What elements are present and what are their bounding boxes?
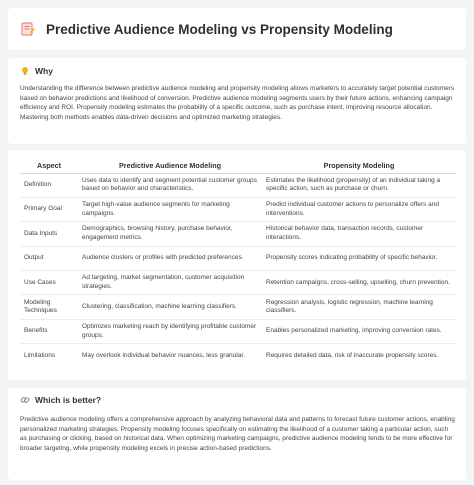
row-pm: Requires detailed data, risk of inaccurate propensity scores.: [266, 351, 439, 359]
page-title: Predictive Audience Modeling vs Propensity Modeling: [46, 21, 393, 37]
row-pam: Audience clusters or profiles with predicted preferences.: [78, 246, 262, 270]
table-row: [20, 246, 456, 270]
row-pm: Retention campaigns, cross-selling, upselling, churn prevention.: [262, 271, 456, 295]
link-icon: [20, 395, 30, 405]
which-is-better-section: [8, 388, 466, 480]
row-pam: Ad targeting, market segmentation, customer acquisition strategies.: [78, 271, 262, 295]
why-section: [8, 58, 466, 144]
row-pam: Target high-value audience segments for marketing campaigns.: [78, 197, 262, 221]
row-pm: Historical behavior data, transaction records, customer interactions.: [262, 222, 456, 246]
row-pam: Optimizes marketing reach by identifying profitable customer groups.: [78, 319, 262, 343]
row-aspect: Definition: [20, 173, 78, 197]
better-heading: Which is better?: [35, 395, 102, 405]
row-aspect: Modeling Techniques: [20, 295, 78, 319]
row-pm: Propensity scores indicating probability of specific behavior.: [262, 246, 456, 270]
page-header: [8, 8, 466, 50]
table-row: [20, 197, 456, 221]
row-pam: Demographics, browsing history, purchase behavior, engagement metrics.: [78, 222, 262, 246]
row-aspect: Benefits: [20, 319, 78, 343]
why-text: Understanding the difference between predictive audience modeling and propensity modeling allows marketers to accurately target potential customers based on behavior predictions and likelihood of conversion. Predictive audience modeling segments users by their future actions, enhancing campaign efficiency and ROI. Propensity modeling estimates the probability of a specific outcome, such as purchase intent, improving resource allocation. Mastering both methods enables data-driven decisions and optimized marketing strategies.: [20, 85, 455, 121]
lightbulb-icon: [20, 66, 30, 76]
row-pam: May overlook individual behavior nuances, less granular.: [82, 351, 245, 359]
why-heading: Why: [35, 66, 53, 76]
col-header-pm: Propensity Modeling: [262, 159, 456, 173]
row-aspect: Data Inputs: [20, 222, 78, 246]
row-pm: Enables personalized marketing, improving conversion rates.: [262, 319, 456, 343]
row-aspect: Use Cases: [20, 271, 78, 295]
comparison-table: [20, 159, 456, 368]
why-heading-row: [20, 66, 53, 76]
row-pam: Uses data to identify and segment potential customer groups based on behavior and characteristics.: [78, 173, 262, 197]
row-pm: Estimates the likelihood (propensity) of an individual taking a specific action, such as purchase or churn.: [262, 173, 456, 197]
better-text: Predictive audience modeling offers a comprehensive approach by analyzing behavioral data and patterns to forecast future customer actions, enabling personalized marketing strategies. Propensity modeling focuses specifically on estimating the likelihood of a customer taking a particular action, such as purchasing or clicking, based on historical data. When optimizing marketing campaigns, predictive audience modeling tends to be more effective for broader targeting, while propensity modeling excels in precise action-based predictions.: [20, 416, 455, 452]
table-row: [20, 344, 456, 368]
table-row: [20, 173, 456, 197]
col-header-pam: Predictive Audience Modeling: [78, 159, 262, 173]
table-row: [20, 295, 456, 319]
row-aspect: Primary Goal: [20, 197, 78, 221]
table-header-row: [20, 159, 456, 173]
table-row: [20, 319, 456, 343]
table-row: [20, 222, 456, 246]
better-heading-row: [20, 395, 101, 405]
row-aspect: Limitations: [24, 351, 56, 359]
document-icon: [20, 21, 36, 37]
col-header-aspect: Aspect: [20, 159, 78, 173]
row-pm: Regression analysis, logistic regression, machine learning classifiers.: [262, 295, 456, 319]
row-pam: Clustering, classification, machine learning classifiers.: [78, 295, 262, 319]
comparison-table-card: [8, 150, 466, 380]
row-pm: Predict individual customer actions to personalize offers and interventions.: [262, 197, 456, 221]
row-aspect: Output: [20, 246, 78, 270]
table-row: [20, 271, 456, 295]
